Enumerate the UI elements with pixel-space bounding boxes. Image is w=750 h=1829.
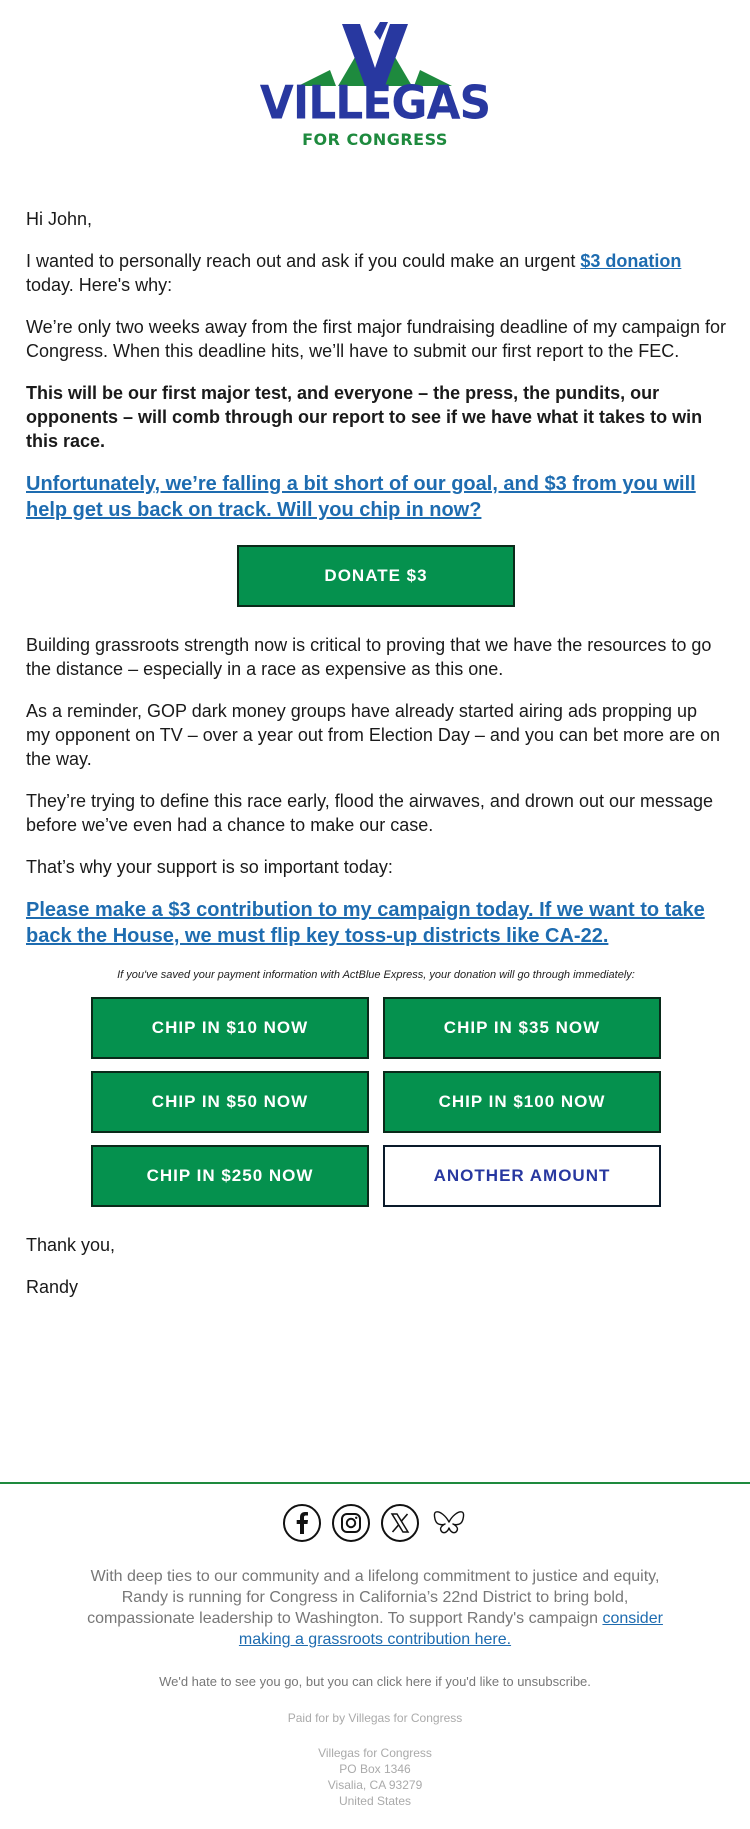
greeting: Hi John,: [26, 209, 93, 229]
bluesky-icon[interactable]: [429, 1503, 469, 1543]
logo-name: VILLEGAS: [259, 76, 491, 131]
facebook-icon[interactable]: [282, 1503, 322, 1543]
paragraph-deadline: We’re only two weeks away from the first major fundraising deadline of my campaign for Congress. When this deadline hits, we’ll have to submit our first report to the FEC.: [26, 317, 726, 361]
chip-in-grid: [91, 997, 661, 1207]
x-icon[interactable]: [380, 1503, 420, 1543]
paragraph-grassroots: Building grassroots strength now is critical to proving that we have the resources to go the distance – especially in a race as expensive as this one.: [26, 635, 712, 679]
paragraph-intro: I wanted to personally reach out and ask if you could make an urgent $3 donation today. Here's why:: [26, 251, 682, 295]
chip-in-50-button[interactable]: CHIP IN $50 NOW: [91, 1071, 369, 1133]
paragraph-test: This will be our first major test, and everyone – the press, the pundits, our opponents – will comb through our report to see if we have what it takes to win this race.: [26, 383, 703, 451]
unsubscribe-text[interactable]: We'd hate to see you go, but you can click here if you'd like to unsubscribe.: [159, 1674, 591, 1689]
signature: Randy: [26, 1277, 79, 1297]
express-note: If you've saved your payment information with ActBlue Express, your donation will go through immediately:: [117, 969, 635, 981]
paragraph-gop: As a reminder, GOP dark money groups have already started airing ads propping up my opponent on TV – over a year out from Election Day – and you can bet more are on the way.: [26, 701, 721, 769]
mailing-address: Villegas for Congress PO Box 1346 Visalia, CA 93279 United States: [318, 1746, 432, 1808]
footer-contribute-link[interactable]: consider making a grassroots contribution here.: [238, 1610, 663, 1648]
instagram-icon[interactable]: [331, 1503, 371, 1543]
paragraph-define: They’re trying to define this race early, flood the airwaves, and drown out our message before we’ve even had a chance to make our case.: [26, 791, 714, 835]
email-body: [26, 207, 726, 1317]
paragraph-support: That’s why your support is so important today:: [26, 857, 393, 877]
paid-for-disclaimer: Paid for by Villegas for Congress: [287, 1711, 463, 1725]
footer-about: With deep ties to our community and a lifelong commitment to justice and equity, Randy is running for Congress in California’s 22nd District to bring bold, compassionate leadership to Washington. To support Randy's campaign consider making a grassroots contribution here.: [87, 1568, 663, 1648]
contribution-link[interactable]: Please make a $3 contribution to my campaign today. If we want to take back the House, we must flip key toss-up districts like CA-22.: [26, 899, 705, 947]
donate-3-button[interactable]: DONATE $3: [237, 545, 515, 607]
chip-in-link[interactable]: Unfortunately, we’re falling a bit short of our goal, and $3 from you will help get us back on track. Will you chip in now?: [26, 473, 696, 521]
donation-link[interactable]: $3 donation: [580, 251, 682, 271]
chip-in-10-button[interactable]: CHIP IN $10 NOW: [91, 997, 369, 1059]
social-links: [0, 1503, 750, 1543]
another-amount-button[interactable]: ANOTHER AMOUNT: [383, 1145, 661, 1207]
campaign-logo: [0, 22, 750, 149]
logo-tagline: FOR CONGRESS: [302, 130, 448, 149]
chip-in-250-button[interactable]: CHIP IN $250 NOW: [91, 1145, 369, 1207]
chip-in-35-button[interactable]: CHIP IN $35 NOW: [383, 997, 661, 1059]
signoff: Thank you,: [26, 1235, 116, 1255]
footer-divider: [0, 1482, 750, 1484]
chip-in-100-button[interactable]: CHIP IN $100 NOW: [383, 1071, 661, 1133]
